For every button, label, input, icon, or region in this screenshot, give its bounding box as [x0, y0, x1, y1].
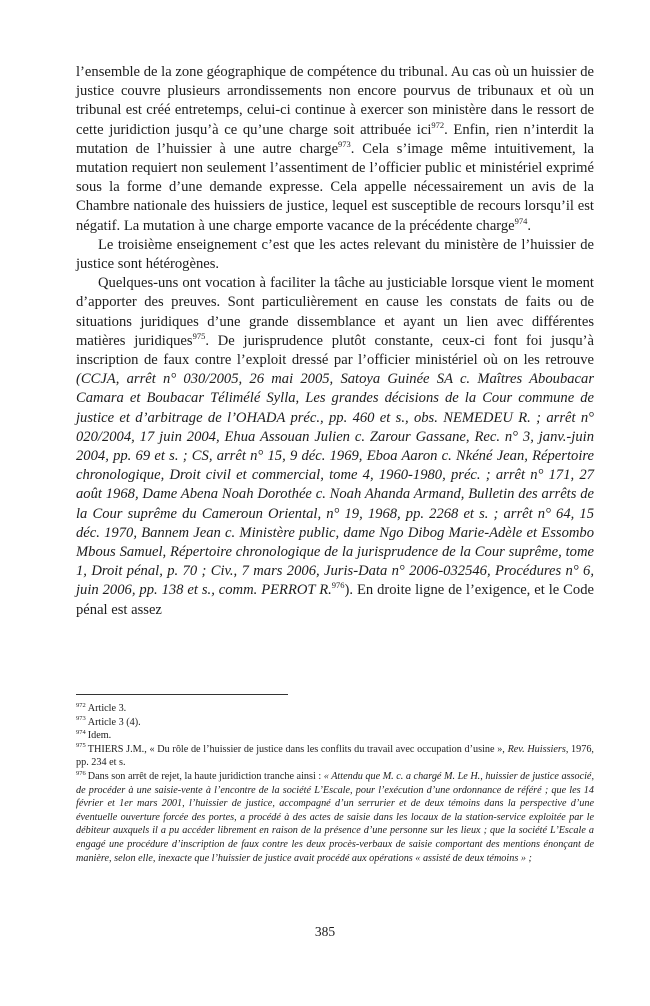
- footnote-text: Idem.: [87, 730, 112, 742]
- footnote-number: 975: [76, 742, 86, 750]
- paragraph-1-text-d: .: [527, 217, 532, 234]
- jurisprudence-citations: (CCJA, arrêt n° 030/2005, 26 mai 2005, Satoya Guinée SA c. Maîtres Aboubacar Camara et Boubacar Télimélé Sylla, Les grandes décisions de la Cour commune de justice et d’arbitrage de l’OHADA préc., pp. 460 et s., obs. NEMEDEU R. ; arrêt n° 020/2004, 17 juin 2004, Ehua Assouan Julien c. Zarour Gassane, Rec. n° 3, janv.-juin 2004, pp. 69 et s. ; CS, arrêt n° 15, 9 déc. 1969, Eboa Aaron c. Nkéné Jean, Répertoire chronologique, Droit civil et commercial, tome 4, 1960-1980, préc. ; arrêt n° 171, 27 août 1968, Dame Abena Noah Dorothée c. Noah Ahanda Armand, Bulletin des arrêts de la Cour suprême du Cameroun Oriental, n° 19, 1968, pp. 2268 et s. ; arrêt n° 64, 15 déc. 1970, Bannem Jean c. Ministère public, dame Ngo Dibog Marie-Adèle et Essombo Mbous Samuel, Répertoire chronologique de la jurisprudence de la Cour suprême, tome 1, Droit pénal, p. 70 ; Civ., 7 mars 2006, Juris-Data n° 2006-032546, Procédures n° 6, juin 2006, pp. 138 et s., comm. PERROT R.: [76, 371, 594, 599]
- footnote-number: 976: [76, 769, 86, 777]
- footnote-text: Article 3 (4).: [87, 716, 141, 728]
- paragraph-1-text-a: l’ensemble de la zone géographique de compétence du tribunal. Au cas où un huissier de justice couvre plusieurs arrondissements non encore pourvus de tribunaux et où un tribunal est créé entretemps, celui-ci continue à exercer son ministère dans le ressort de cette juridiction jusqu’à ce qu’une charge soit attribuée ici: [76, 64, 594, 138]
- paragraph-3-text-a: Quelques-uns ont vocation à faciliter la tâche au justiciable lorsque vient le moment d’apporter des preuves. Sont particulièrement en cause les constats de faits ou de situations juridiques d’une grande dissemblance et ayant un lien avec différentes matières juridiques: [76, 275, 594, 349]
- footnote-separator: [76, 694, 288, 695]
- paragraph-1: [76, 63, 594, 236]
- footnote-973: [76, 716, 594, 730]
- main-text: [76, 63, 594, 620]
- footnote-text: THIERS J.M., « Du rôle de l’huissier de justice dans les conflits du travail avec occupation d’usine »,: [87, 743, 508, 755]
- footnote-number: 974: [76, 728, 86, 736]
- footnote-972: [76, 702, 594, 716]
- footnote-ref-973: 973: [338, 138, 351, 149]
- footnote-ref-976: 976: [331, 580, 345, 591]
- footnote-text: Article 3.: [87, 703, 127, 714]
- footnote-tail: , 1976, pp. 234 et s.: [76, 743, 594, 769]
- footnote-journal: Rev. Huissiers: [507, 743, 566, 755]
- footnote-ref-975: 975: [192, 330, 206, 341]
- footnote-number: 973: [76, 715, 86, 723]
- page-number: 385: [314, 924, 336, 939]
- footnote-976: [76, 770, 594, 865]
- paragraph-3-text-b: . De jurisprudence plutôt constante, ceux-ci font foi jusqu’à inscription de faux contre l’exploit dressé par l’officier ministériel où on les retrouve: [76, 332, 594, 369]
- footnotes: [76, 702, 594, 865]
- paragraph-3: [76, 274, 594, 620]
- footnote-ref-972: 972: [431, 119, 445, 130]
- footnote-974: [76, 729, 594, 743]
- paragraph-1-text-c: . Cela s’image même intuitivement, la mutation requiert non seulement l’assentiment de l’officier public et ministériel exprimé sous la forme d’une demande expresse. Cela appelle nécessairement un avis de la Chambre nationale des huissiers de justice, lequel est susceptible de recours lorsqu’il est négatif. La mutation à une charge emporte vacance de la précédente charge: [76, 140, 594, 234]
- paragraph-3-text-c: ). En droite ligne de l’exigence, et le Code pénal est assez: [76, 582, 594, 618]
- footnote-ref-974: 974: [514, 215, 528, 226]
- footnote-975: [76, 743, 594, 770]
- paragraph-1-text-b: . Enfin, rien n’interdit la mutation de l’huissier à une autre charge: [76, 121, 594, 157]
- footnote-text: Dans son arrêt de rejet, la haute juridiction tranche ainsi :: [87, 770, 324, 782]
- paragraph-2: Le troisième enseignement c’est que les actes relevant du ministère de l’huissier de justice sont hétérogènes.: [76, 236, 594, 273]
- footnote-number: 972: [76, 701, 86, 709]
- footnote-quotation: « Attendu que M. c. a chargé M. Le H., huissier de justice associé, de procéder à une saisie-vente à l’encontre de la société L’Escale, pour l’exécution d’une ordonnance de référé ; que les 14 février et 1er mars 2001, l’huissier de justice, accompagné d’un serrurier et de deux témoins dans la perspective d’une éventuelle ouverture forcée des portes, a procédé à des actes de saisie dans les locaux de la station-service exploitée par le débiteur auxquels il a pu accéder librement en raison de la présence d’une personne sur les lieux ; que la société L’Escale a engagé une procédure d’inscription de faux contre les deux procès-verbaux de saisie comportant des mentions énonçant de manière, selon elle, inexacte que l’huissier de justice avait procédé aux opérations « assisté de deux témoins » ;: [76, 770, 594, 864]
